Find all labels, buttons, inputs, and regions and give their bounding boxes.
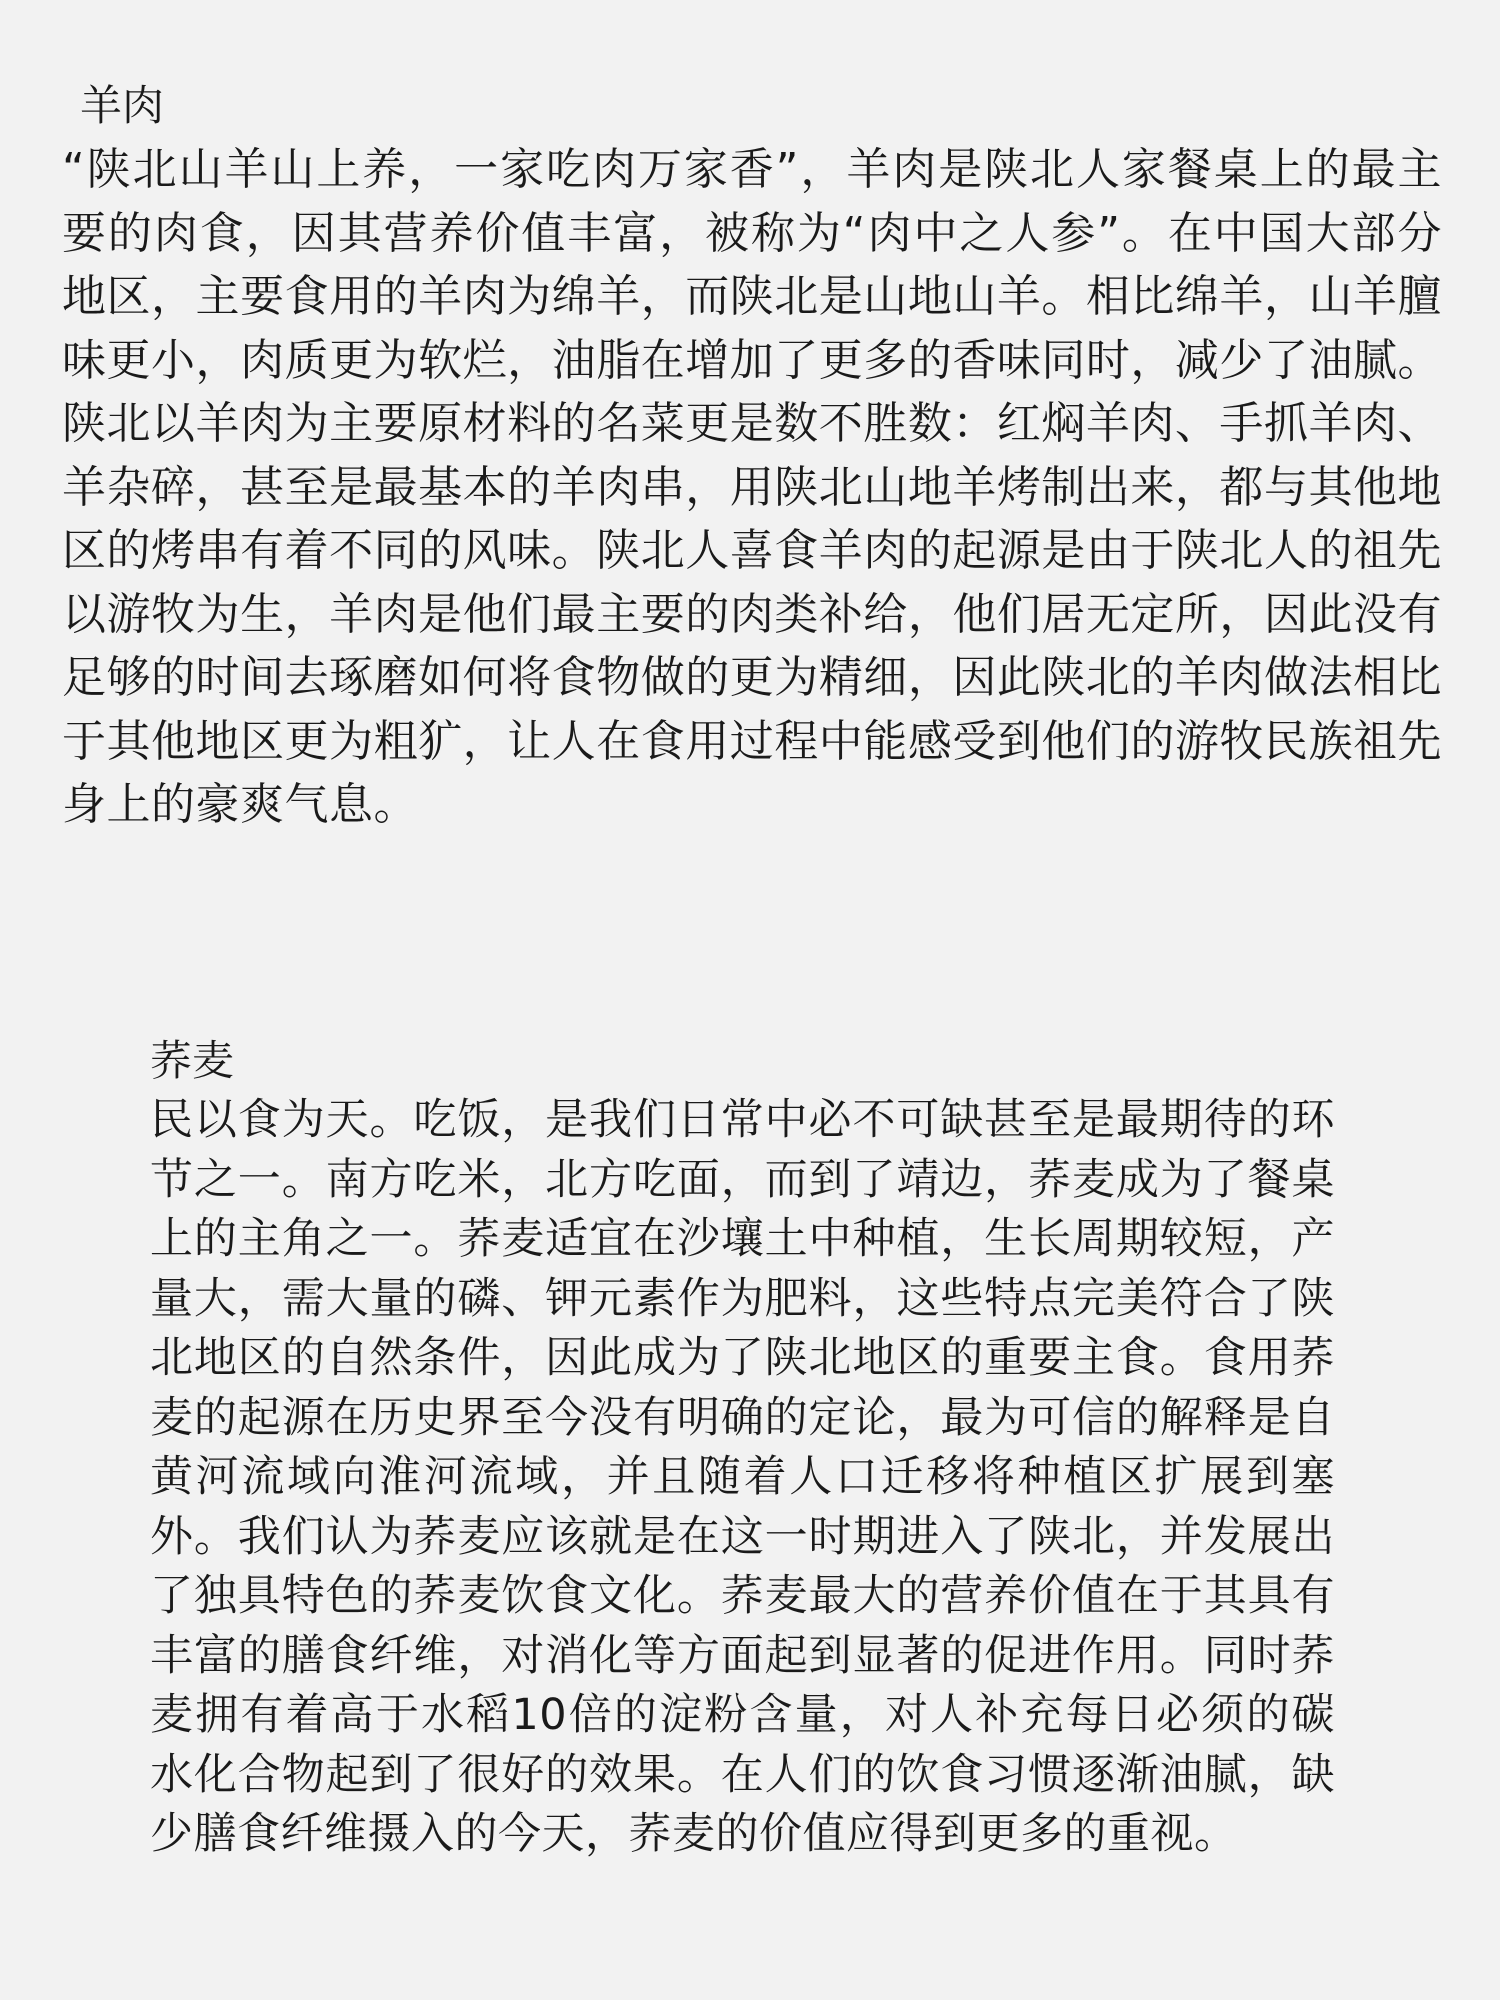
buckwheat-section [150, 1033, 1335, 1865]
mutton-section [62, 78, 1442, 837]
mutton-paragraph: “陕北山羊山上养，一家吃肉万家香”，羊肉是陕北人家餐桌上的最主要的肉食，因其营养价值丰富，被称为“肉中之人参”。在中国大部分地区，主要食用的羊肉为绵羊，而陕北是山地山羊。相比绵羊，山羊膻味更小，肉质更为软烂，油脂在增加了更多的香味同时，减少了油腻。陕北以羊肉为主要原材料的名菜更是数不胜数：红焖羊肉、手抓羊肉、羊杂碎，甚至是最基本的羊肉串，用陕北山地羊烤制出来，都与其他地区的烤串有着不同的风味。陕北人喜食羊肉的起源是由于陕北人的祖先以游牧为生，羊肉是他们最主要的肉类补给，他们居无定所，因此没有足够的时间去琢磨如何将食物做的更为精细，因此陕北的羊肉做法相比于其他地区更为粗犷，让人在食用过程中能感受到他们的游牧民族祖先身上的豪爽气息。 [62, 144, 1442, 830]
buckwheat-heading: 荞麦 [150, 1036, 235, 1085]
buckwheat-paragraph: 民以食为天。吃饭，是我们日常中必不可缺甚至是最期待的环节之一。南方吃米，北方吃面，而到了靖边，荞麦成为了餐桌上的主角之一。荞麦适宜在沙壤土中种植，生长周期较短，产量大，需大量的磷、钾元素作为肥料，这些特点完美符合了陕北地区的自然条件，因此成为了陕北地区的重要主食。食用荞麦的起源在历史界至今没有明确的定论，最为可信的解释是自黄河流域向淮河流域，并且随着人口迁移将种植区扩展到塞外。我们认为荞麦应该就是在这一时期进入了陕北，并发展出了独具特色的荞麦饮食文化。荞麦最大的营养价值在于其具有丰富的膳食纤维，对消化等方面起到显著的促进作用。同时荞麦拥有着高于水稻10倍的淀粉含量，对人补充每日必须的碳水化合物起到了很好的效果。在人们的饮食习惯逐渐油腻，缺少膳食纤维摄入的今天，荞麦的价值应得到更多的重视。 [150, 1095, 1335, 1859]
mutton-heading: 羊肉 [80, 81, 165, 130]
